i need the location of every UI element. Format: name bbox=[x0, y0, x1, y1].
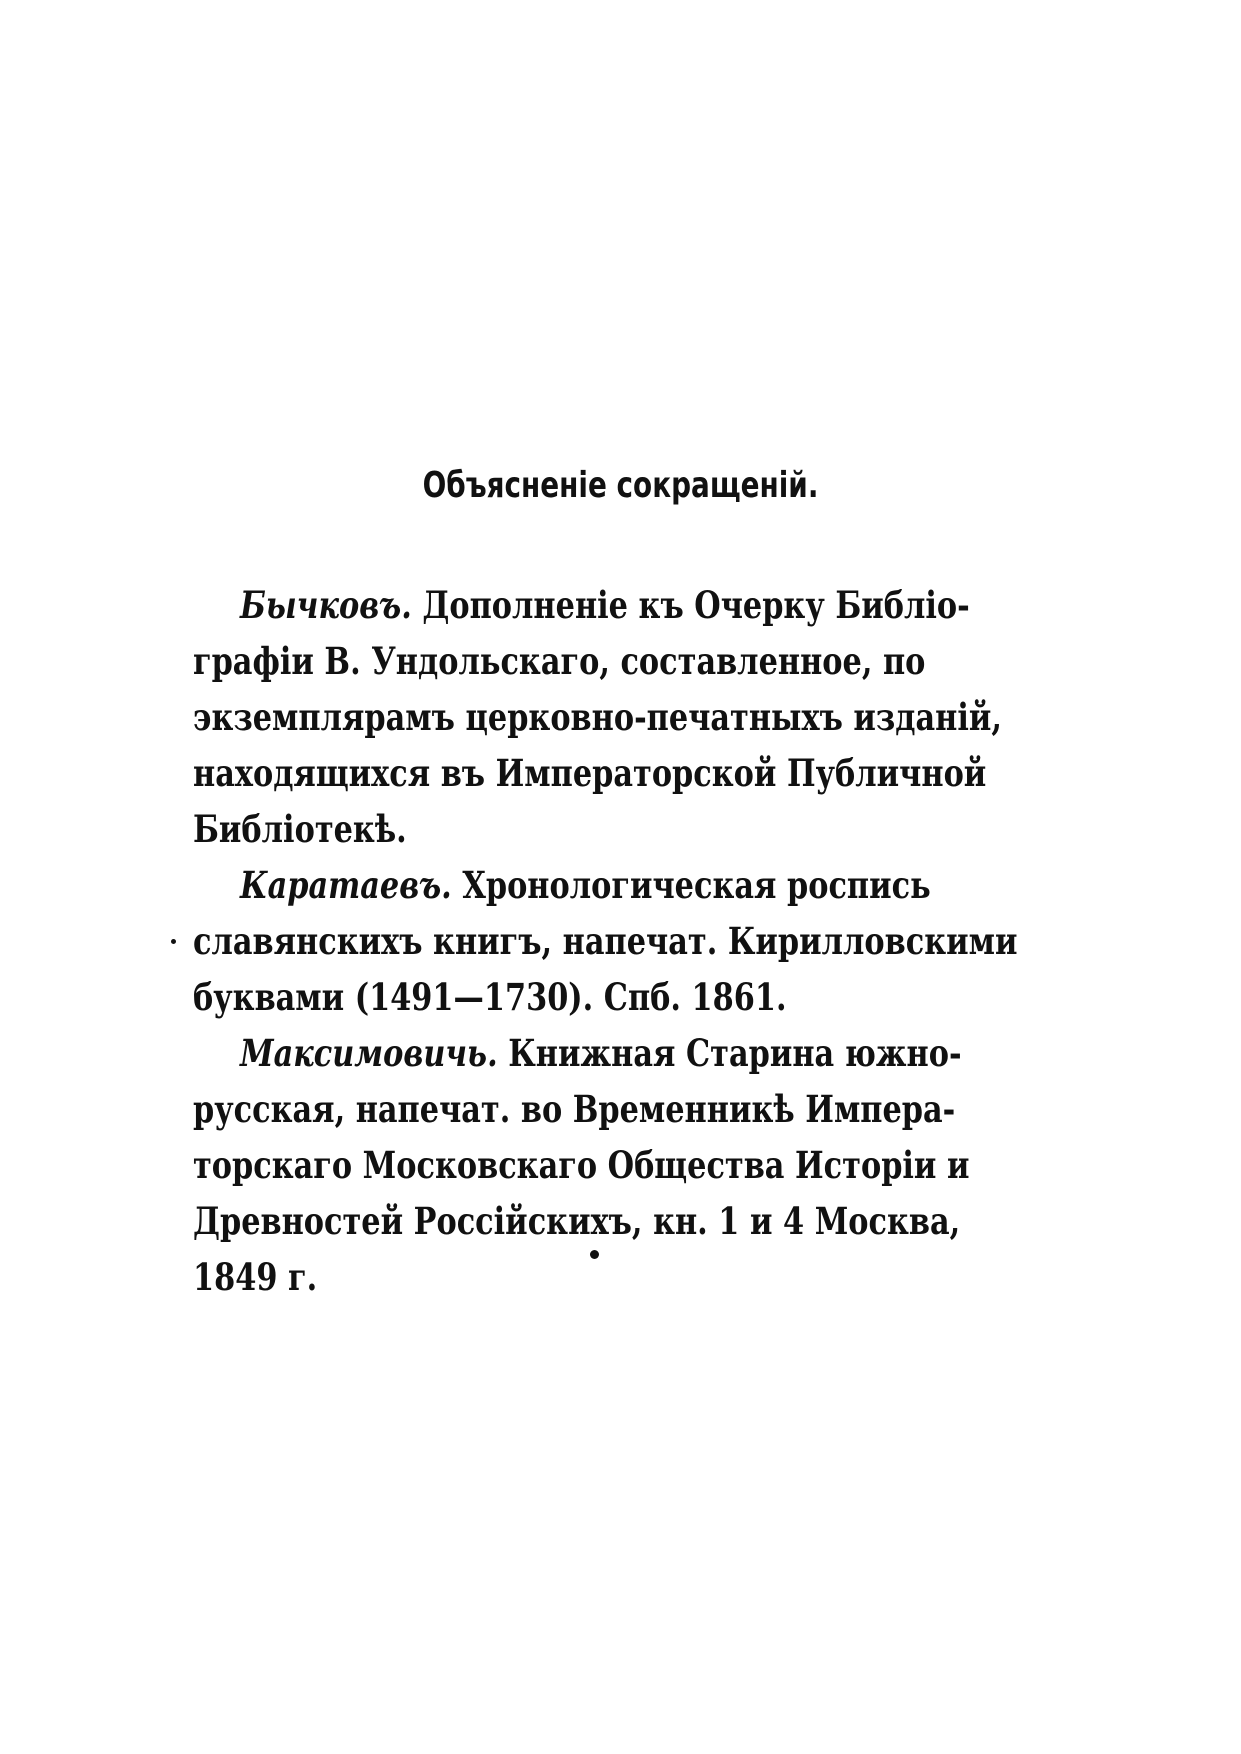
entry-karataev-line-2 bbox=[193, 913, 1062, 969]
entry-text: Хронологическая роспись bbox=[451, 863, 931, 907]
abbreviation-maksimovich: Максимовичь. bbox=[240, 1031, 498, 1075]
entry-bychkov-line-5 bbox=[193, 801, 1062, 857]
entry-maksimovich-line-2 bbox=[193, 1081, 1062, 1137]
entry-text: находящихся въ Императорской Публичной bbox=[193, 751, 987, 795]
ink-speck bbox=[590, 1250, 599, 1259]
entry-text: славянскихъ книгъ, напечат. Кирилловскими bbox=[193, 919, 1018, 963]
entry-text: Библіотекѣ. bbox=[193, 807, 407, 851]
entry-karataev-line-3 bbox=[193, 969, 1062, 1025]
entry-text: экземплярамъ церковно-печатныхъ изданій, bbox=[193, 695, 1002, 739]
abbreviation-bychkov: Бычковъ. bbox=[240, 583, 412, 627]
entry-text: Древностей Россійскихъ, кн. 1 и 4 Москва, bbox=[193, 1199, 961, 1243]
entry-text: Книжная Старина южно- bbox=[497, 1031, 962, 1075]
entry-text: графіи В. Ундольскаго, составленное, по bbox=[193, 639, 926, 683]
entry-bychkov-line-3 bbox=[193, 689, 1062, 745]
margin-speck bbox=[171, 939, 176, 944]
entry-bychkov-line-1 bbox=[240, 577, 1109, 633]
entry-maksimovich-line-4 bbox=[193, 1193, 1062, 1249]
entry-maksimovich-line-1 bbox=[240, 1025, 1109, 1081]
entry-maksimovich-line-5 bbox=[193, 1249, 1062, 1305]
entry-bychkov-line-2 bbox=[193, 633, 1062, 689]
entry-text: Дополненіе къ Очерку Библіо- bbox=[411, 583, 970, 627]
entry-bychkov-line-4 bbox=[193, 745, 1062, 801]
entry-karataev-line-1 bbox=[240, 857, 1109, 913]
entry-text: 1849 г. bbox=[193, 1255, 318, 1299]
entry-text: русская, напечат. во Временникѣ Импера- bbox=[193, 1087, 956, 1131]
entry-text: буквами (1491—1730). Спб. 1861. bbox=[193, 975, 787, 1019]
entry-text: торскаго Московскаго Общества Исторіи и bbox=[193, 1143, 970, 1187]
abbreviation-karataev: Каратаевъ. bbox=[240, 863, 452, 907]
page-title: Объясненіе сокращеній. bbox=[422, 465, 819, 506]
entry-maksimovich-line-3 bbox=[193, 1137, 1062, 1193]
